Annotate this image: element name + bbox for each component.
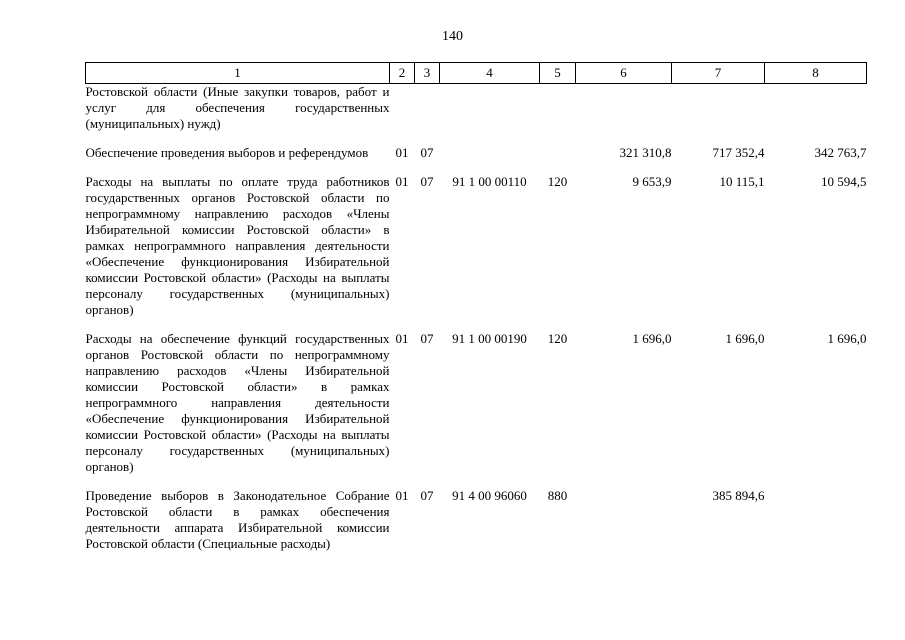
column-number-5: 5 [540, 63, 576, 84]
row-year2-amount: 385 894,6 [712, 488, 765, 503]
row-target-item: 91 1 00 00110 [452, 174, 527, 189]
row-target-item: 91 4 00 96060 [452, 488, 527, 503]
row-year1-amount: 9 653,9 [632, 174, 672, 189]
table-row [86, 331, 867, 475]
row-year1-amount [576, 488, 672, 552]
row-expense-type: 120 [547, 174, 568, 189]
row-description: Обеспечение проведения выборов и референдумов [85, 145, 369, 160]
row-expense-type [540, 84, 576, 133]
row-year1-amount: 321 310,8 [619, 145, 672, 160]
column-number-8: 8 [765, 63, 867, 84]
table-row [86, 145, 867, 161]
row-subsection: 07 [420, 488, 434, 503]
column-number-4: 4 [440, 63, 540, 84]
row-year2-amount: 10 115,1 [719, 174, 765, 189]
row-year3-amount [765, 84, 867, 133]
row-subsection [415, 84, 440, 133]
row-section: 01 [395, 174, 409, 189]
row-description: Ростовской области (Иные закупки товаров, работ и услуг для обеспечения государственных (муниципальных) нужд) [85, 84, 390, 131]
column-number-7: 7 [672, 63, 765, 84]
row-subsection: 07 [420, 145, 434, 160]
column-number-header-row [86, 63, 867, 84]
row-spacer [86, 132, 867, 145]
row-expense-type: 880 [547, 488, 568, 503]
row-spacer [86, 318, 867, 331]
row-description: Проведение выборов в Законодательное Собрание Ростовской области в рамках обеспечения деятельности аппарата Избирательной комиссии Ростовской области (Специальные расходы) [85, 488, 390, 551]
row-section: 01 [395, 331, 409, 346]
row-section [390, 84, 415, 133]
column-number-1: 1 [86, 63, 390, 84]
row-description: Расходы на обеспечение функций государственных органов Ростовской области по непрограммному направлению расходов «Члены Избирательной комиссии Ростовской области» в рамках непрограммного направления деятельности «Обеспечение функционирования Избирательной комиссии Ростовской области» (Расходы на выплаты персоналу государственных (муниципальных) органов) [85, 331, 390, 474]
row-year2-amount [672, 84, 765, 133]
row-section: 01 [395, 145, 409, 160]
row-year3-amount: 342 763,7 [814, 145, 867, 160]
row-expense-type [540, 145, 576, 161]
table-row [86, 488, 867, 552]
column-number-2: 2 [390, 63, 415, 84]
row-expense-type: 120 [547, 331, 568, 346]
row-year3-amount [765, 488, 867, 552]
row-spacer [86, 475, 867, 488]
row-year2-amount: 1 696,0 [725, 331, 765, 346]
page-number: 140 [442, 29, 463, 44]
row-target-item: 91 1 00 00190 [452, 331, 527, 346]
row-description: Расходы на выплаты по оплате труда работников государственных органов Ростовской области по непрограммному направлению расходов «Члены Избирательной комиссии Ростовской области» в рамках непрограммного направления деятельности «Обеспечение функционирования Избирательной комиссии Ростовской области» (Расходы на выплаты персоналу государственных (муниципальных) органов) [85, 174, 390, 317]
row-year3-amount: 10 594,5 [821, 174, 867, 189]
column-number-3: 3 [415, 63, 440, 84]
row-year2-amount: 717 352,4 [712, 145, 765, 160]
column-number-6: 6 [576, 63, 672, 84]
row-year3-amount: 1 696,0 [827, 331, 867, 346]
table-row [86, 84, 867, 133]
row-spacer [86, 161, 867, 174]
budget-table [85, 62, 867, 552]
row-subsection: 07 [420, 174, 434, 189]
row-target-item [440, 145, 540, 161]
row-subsection: 07 [420, 331, 434, 346]
row-section: 01 [395, 488, 409, 503]
row-year1-amount [576, 84, 672, 133]
table-row [86, 174, 867, 318]
row-target-item [440, 84, 540, 133]
row-year1-amount: 1 696,0 [632, 331, 672, 346]
